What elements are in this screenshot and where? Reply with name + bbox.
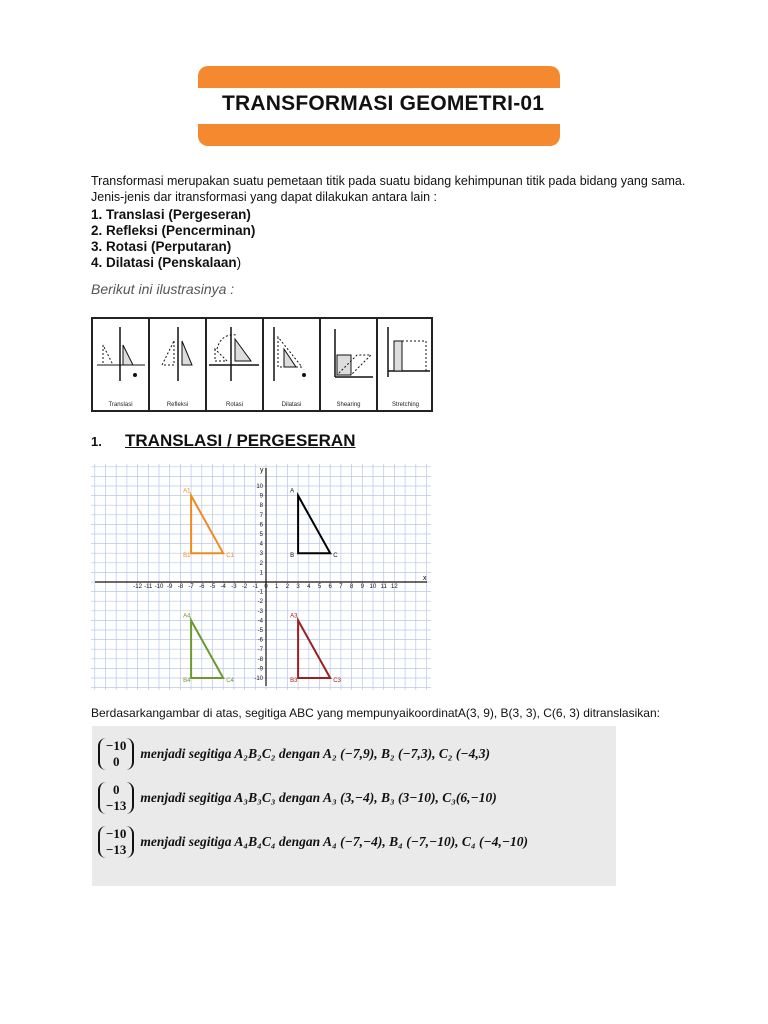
formula-text: menjadi segitiga A₃B₃C₃ dengan A₃ (3,−4), B₃ (3−10), C₃(6,−10) (140, 790, 497, 805)
translation-vector (98, 826, 134, 858)
translation-vector (98, 738, 134, 770)
vertex-label: C1 (226, 553, 234, 560)
x-tick-label: -1 (252, 584, 258, 591)
formula-box (92, 726, 616, 886)
list-number: 1. (91, 207, 103, 222)
vertex-label: A1 (183, 488, 191, 495)
caption: Stretching (391, 402, 419, 408)
list-number: 3. (91, 239, 103, 254)
section-number: 1. (91, 434, 102, 449)
x-axis-label: x (423, 575, 427, 582)
list-item (91, 255, 241, 270)
list-item (91, 223, 255, 238)
coordinate-graph (91, 464, 431, 690)
vector-y: −13 (106, 798, 127, 813)
x-tick-label: -7 (188, 584, 194, 591)
section-title: TRANSLASI / PERGESERAN (125, 431, 356, 450)
translation-diagram (93, 319, 148, 399)
y-tick-label: -3 (257, 608, 263, 615)
x-tick-label: -12 (133, 584, 142, 591)
vertex-label: B1 (183, 553, 191, 560)
section-heading (91, 431, 355, 451)
y-tick-label: -6 (257, 637, 263, 644)
x-tick-label: 10 (369, 584, 377, 591)
vertex-label: C3 (333, 678, 341, 684)
x-tick-label: 12 (391, 584, 398, 591)
page-title: TRANSFORMASI GEOMETRI-01 (222, 92, 545, 115)
caption: Shearing (336, 402, 361, 408)
x-tick-label: 9 (360, 584, 364, 591)
formula-row (98, 826, 528, 858)
banner-bottom-band (198, 124, 560, 146)
vector-x: −10 (106, 738, 127, 753)
y-tick-label: -9 (257, 666, 263, 673)
x-tick-label: -10 (154, 584, 164, 591)
y-tick-label: 1 (259, 570, 263, 577)
x-tick-label: 4 (307, 584, 311, 591)
list-number: 4. (91, 255, 103, 270)
y-tick-label: 2 (259, 560, 263, 567)
y-tick-label: 6 (259, 522, 263, 529)
y-tick-label: 10 (256, 484, 263, 490)
stretching-diagram (378, 319, 433, 399)
list-label-close: ) (236, 255, 242, 270)
y-axis-label: y (260, 467, 264, 474)
x-tick-label: 11 (380, 584, 387, 591)
vector-x: 0 (112, 782, 120, 797)
title-banner (198, 66, 560, 146)
vertex-label: B3 (290, 678, 298, 684)
illus-translation (93, 319, 150, 410)
list-item (91, 239, 231, 254)
list-label: Rotasi (Perputaran) (106, 239, 232, 254)
y-tick-label: 9 (259, 493, 263, 500)
vector-y: −13 (106, 842, 127, 857)
dilation-diagram (264, 319, 319, 399)
formula-text: menjadi segitiga A₂B₂C₂ dengan A₂ (−7,9), B₂ (−7,3), C₂ (−4,3) (140, 746, 490, 761)
y-tick-label: 5 (259, 532, 263, 538)
list-item (91, 207, 251, 222)
x-tick-label: -9 (167, 584, 173, 591)
y-tick-label: -2 (257, 599, 263, 606)
illus-rotation (207, 319, 264, 410)
vector-y: 0 (112, 754, 120, 769)
intro-line-2: Jenis-jenis dar itransformasi yang dapat dilakukan antara lain : (91, 190, 438, 204)
x-tick-label: 8 (349, 584, 354, 591)
rotation-diagram (207, 319, 262, 399)
list-label: Refleksi (Pencerminan) (106, 223, 256, 238)
x-tick-label: 2 (285, 584, 290, 591)
y-tick-label: -4 (257, 618, 263, 625)
illus-reflection (150, 319, 207, 410)
formula-text: menjadi segitiga A₄B₄C₄ dengan A₄ (−7,−4), B₄ (−7,−10), C₄ (−4,−10) (140, 834, 528, 849)
illus-shearing (321, 319, 378, 410)
vector-x: −10 (106, 826, 127, 841)
x-tick-label: 0 (264, 584, 268, 591)
vertex-label: A (290, 488, 295, 495)
y-tick-label: 8 (259, 503, 263, 510)
x-tick-label: 3 (296, 584, 300, 591)
x-tick-label: -5 (209, 584, 216, 591)
x-tick-label: 5 (317, 584, 322, 591)
translation-vector (98, 782, 134, 814)
vertex-label: C4 (226, 678, 234, 684)
vertex-label: B4 (183, 678, 191, 684)
list-label: Translasi (Pergeseran) (106, 207, 251, 222)
list-label: Dilatasi (Penskalaan (106, 255, 237, 270)
y-tick-label: 3 (259, 551, 263, 558)
translation-paragraph: Berdasarkangambar di atas, segitiga ABC yang mempunyaikoordinatA(3, 9), B(3, 3), C(6, 3) ditranslasikan: (91, 706, 660, 720)
y-tick-label: -1 (257, 589, 263, 596)
caption: Refleksi (166, 402, 189, 408)
y-tick-label: -8 (257, 656, 263, 663)
y-tick-label: -7 (257, 647, 263, 654)
formula-row (98, 738, 490, 770)
y-tick-label: 4 (259, 541, 263, 548)
caption: Rotasi (225, 402, 243, 408)
vertex-label: A3 (290, 613, 298, 620)
list-number: 2. (91, 223, 103, 238)
y-tick-label: -5 (257, 628, 263, 634)
x-tick-label: -3 (231, 584, 237, 591)
vertex-label: A4 (183, 613, 191, 620)
shearing-diagram (321, 319, 376, 399)
illus-dilation (264, 319, 321, 410)
x-tick-label: -8 (177, 584, 184, 591)
intro-line-1: Transformasi merupakan suatu pemetaan titik pada suatu bidang kehimpunan titik pada bidang yang sama. (91, 174, 686, 188)
y-tick-label: 7 (259, 512, 263, 519)
illus-stretching (378, 319, 433, 410)
banner-top-band (198, 66, 560, 88)
x-tick-label: 7 (339, 584, 343, 591)
caption: Translasi (108, 402, 133, 408)
x-tick-label: -11 (144, 584, 153, 591)
x-tick-label: 1 (275, 584, 279, 591)
y-tick-label: -10 (254, 676, 263, 682)
x-tick-label: -2 (241, 584, 248, 591)
vertex-label: B (290, 553, 295, 560)
illustration-heading: Berikut ini ilustrasinya : (91, 281, 235, 297)
x-tick-label: -6 (199, 584, 205, 591)
caption: Dilatasi (281, 402, 302, 408)
formula-row (98, 782, 497, 814)
x-tick-label: 6 (328, 584, 332, 591)
vertex-label: C (333, 553, 338, 560)
x-tick-label: -4 (220, 584, 226, 591)
reflection-diagram (150, 319, 205, 399)
illustration-strip (91, 317, 433, 412)
